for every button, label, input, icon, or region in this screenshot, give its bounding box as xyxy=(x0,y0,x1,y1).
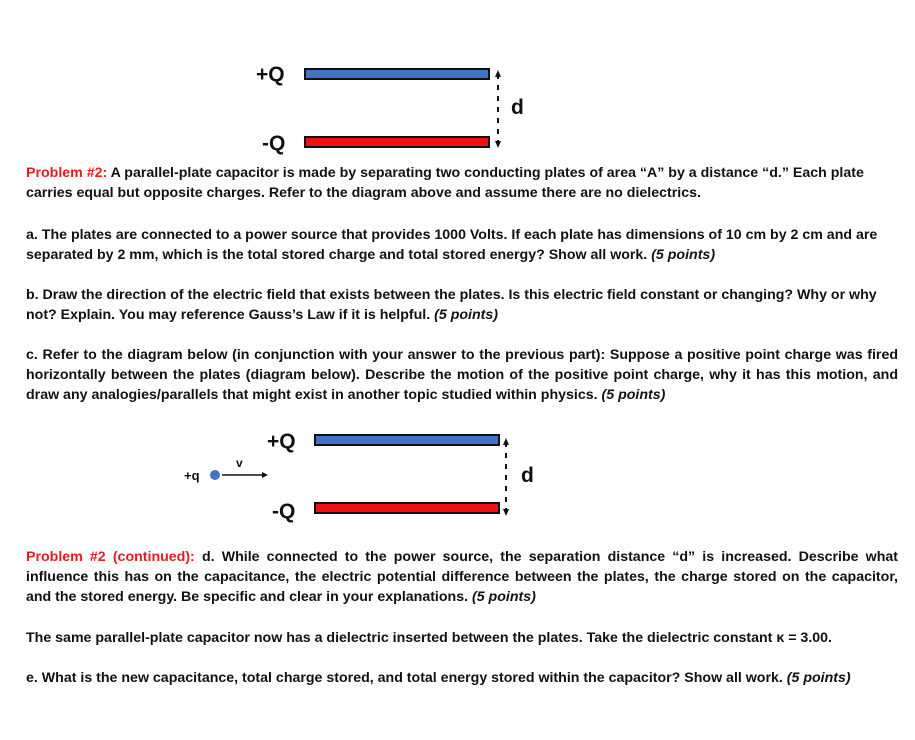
part-b-points: (5 points) xyxy=(434,307,498,323)
part-e-text: e. What is the new capacitance, total charge stored, and total energy stored within the capacitor? Show all work. xyxy=(26,670,783,686)
problem-2-heading: Problem #2: xyxy=(26,165,108,181)
point-charge xyxy=(210,470,220,480)
separation-arrow-2 xyxy=(498,436,518,518)
part-d-points: (5 points) xyxy=(472,589,536,605)
part-c-text: c. Refer to the diagram below (in conjunction with your answer to the previous part): Suppose a positive point charge was fired horizontally between the plates (diagram below). Describe the motion of the positive point charge, why it has this motion, and draw any analogies/parallels that might exist in another topic studied within physics. xyxy=(26,347,898,403)
positive-plate-label-2: +Q xyxy=(267,430,296,453)
negative-plate-2 xyxy=(314,502,500,514)
part-d-text: d. While connected to the power source, the separation distance “d” is increased. Describe what influence this has on the capacitance, the electric potential difference between the plates, the charge stored on the capacitor, and the stored energy. Be specific and clear in your explanations. xyxy=(26,549,898,605)
part-e-points: (5 points) xyxy=(786,670,851,686)
negative-plate-label: -Q xyxy=(262,132,286,155)
positive-plate xyxy=(304,68,490,80)
part-a xyxy=(26,225,898,265)
point-charge-label: +q xyxy=(184,468,200,483)
part-a-points: (5 points) xyxy=(651,247,716,263)
negative-plate-label-2: -Q xyxy=(272,500,296,523)
problem-2-intro-text: A parallel-plate capacitor is made by separating two conducting plates of area “A” by a distance “d.” Each plate carries equal but opposite charges. Refer to the diagram above and assume there are no dielectrics. xyxy=(26,165,864,201)
separation-arrow xyxy=(490,68,510,150)
part-e xyxy=(26,668,898,688)
part-d xyxy=(26,547,898,607)
positive-plate-label: +Q xyxy=(256,63,285,86)
velocity-label: v xyxy=(236,456,243,470)
distance-label-2: d xyxy=(521,464,534,487)
positive-plate-2 xyxy=(314,434,500,446)
part-b-text: b. Draw the direction of the electric field that exists between the plates. Is this electric field constant or changing? Why or why not? Explain. You may reference Gauss’s Law if it is helpful. xyxy=(26,287,877,323)
negative-plate xyxy=(304,136,490,148)
dielectric-note: The same parallel-plate capacitor now has a dielectric inserted between the plates. Take the dielectric constant κ = 3.00. xyxy=(26,630,832,646)
distance-label: d xyxy=(511,96,524,119)
part-c-points: (5 points) xyxy=(601,387,666,403)
part-c xyxy=(26,345,898,405)
problem-2-intro xyxy=(26,163,898,203)
part-b xyxy=(26,285,898,325)
part-a-text: a. The plates are connected to a power source that provides 1000 Volts. If each plate has dimensions of 10 cm by 2 cm and are separated by 2 mm, which is the total stored charge and total stored energy? Show all work. xyxy=(26,227,878,263)
velocity-arrow xyxy=(222,470,272,480)
problem-2-continued-heading: Problem #2 (continued): xyxy=(26,549,195,565)
